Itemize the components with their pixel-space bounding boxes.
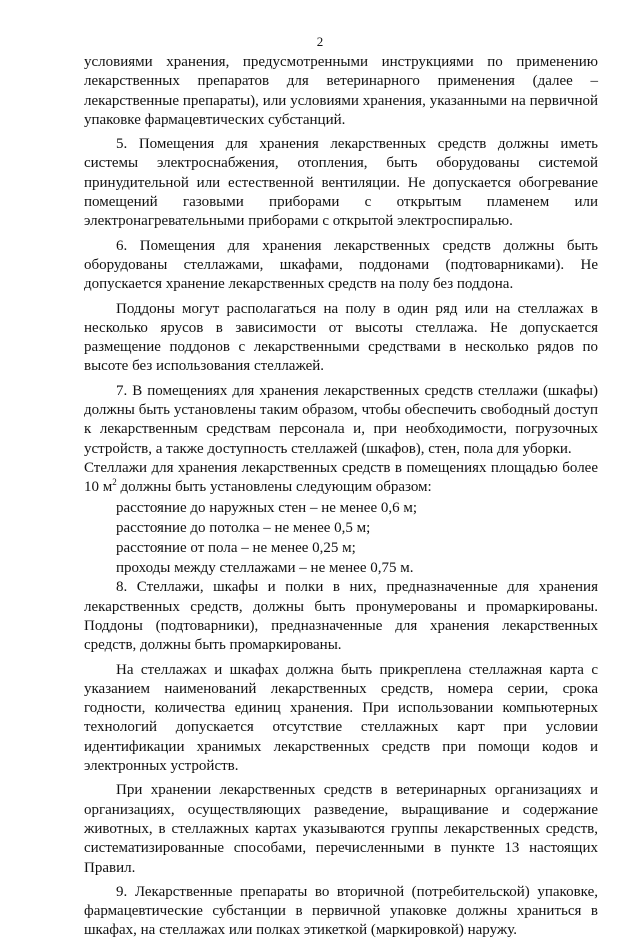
paragraph-area-requirement	[84, 459, 598, 498]
list-item-outer-walls: расстояние до наружных стен – не менее 0,6 м;	[116, 499, 418, 516]
page-number: 2	[316, 34, 324, 49]
paragraph-item-6: 6. Помещения для хранения лекарственных средств должны быть оборудованы стеллажами, шкафами, поддонами (подтоварниками). Не допускается хранение лекарственных средств на полу без поддона.	[84, 237, 598, 293]
paragraph-item-7: 7. В помещениях для хранения лекарственных средств стеллажи (шкафы) должны быть установлены таким образом, чтобы обеспечить свободный доступ к лекарственным средствам персонала и, при необходимости, погрузочных устройств, а также доступность стеллажей (шкафов), стен, пола для уборки.	[84, 382, 598, 457]
document-body	[84, 53, 598, 941]
paragraph-item-9: 9. Лекарственные препараты во вторичной (потребительской) упаковке, фармацевтические субстанции в первичной упаковке должны храниться в шкафах, на стеллажах или полках этикеткой (маркировкой) наружу.	[84, 883, 598, 939]
area-superscript: 2	[112, 477, 117, 488]
paragraph-rack-card: На стеллажах и шкафах должна быть прикреплена стеллажная карта с указанием наименований лекарственных средств, номера серии, срока годности, количества единиц хранения. При использовании компьютерных технологий допускается отсутствие стеллажных карт при условии идентификации хранимых лекарственных средств при помощи кодов и электронных устройств.	[84, 661, 598, 775]
list-item-ceiling: расстояние до потолка – не менее 0,5 м;	[116, 519, 371, 536]
area-text-after: должны быть установлены следующим образом:	[116, 479, 432, 496]
paragraph-item-5: 5. Помещения для хранения лекарственных средств должны иметь системы электроснабжения, отопления, быть оборудованы системой принудительной или естественной вентиляции. Не допускается обогревание помещений газовыми приборами с открытым пламенем или электронагревательными приборами с открытой электроспиралью.	[84, 136, 598, 230]
paragraph-pallets: Поддоны могут располагаться на полу в один ряд или на стеллажах в несколько ярусов в зависимости от высоты стеллажа. Не допускается размещение поддонов с лекарственными средствами в несколько рядов по высоте без использования стеллажей.	[84, 300, 598, 375]
list-item-floor: расстояние от пола – не менее 0,25 м;	[116, 539, 356, 556]
paragraph-continuation: условиями хранения, предусмотренными инструкциями по применению лекарственных препаратов для ветеринарного применения (далее – лекарственные препараты), или условиями хранения, указанными на первичной упаковке фармацевтических субстанций.	[84, 54, 598, 128]
paragraph-veterinary-organizations: При хранении лекарственных средств в ветеринарных организациях и организациях, осуществляющих разведение, выращивание и содержание животных, в стеллажных картах указываются группы лекарственных средств, систематизированные способами, перечисленными в пункте 13 настоящих Правил.	[84, 782, 598, 876]
area-text-before: Стеллажи для хранения лекарственных средств в помещениях площадью более 10 м	[84, 459, 598, 496]
list-item-aisles: проходы между стеллажами – не менее 0,75 м.	[116, 560, 414, 577]
paragraph-item-8: 8. Стеллажи, шкафы и полки в них, предназначенные для хранения лекарственных средств, должны быть пронумерованы и промаркированы. Поддоны (подтоварники), предназначенные для хранения лекарственных средств, должны быть промаркированы.	[84, 579, 598, 654]
